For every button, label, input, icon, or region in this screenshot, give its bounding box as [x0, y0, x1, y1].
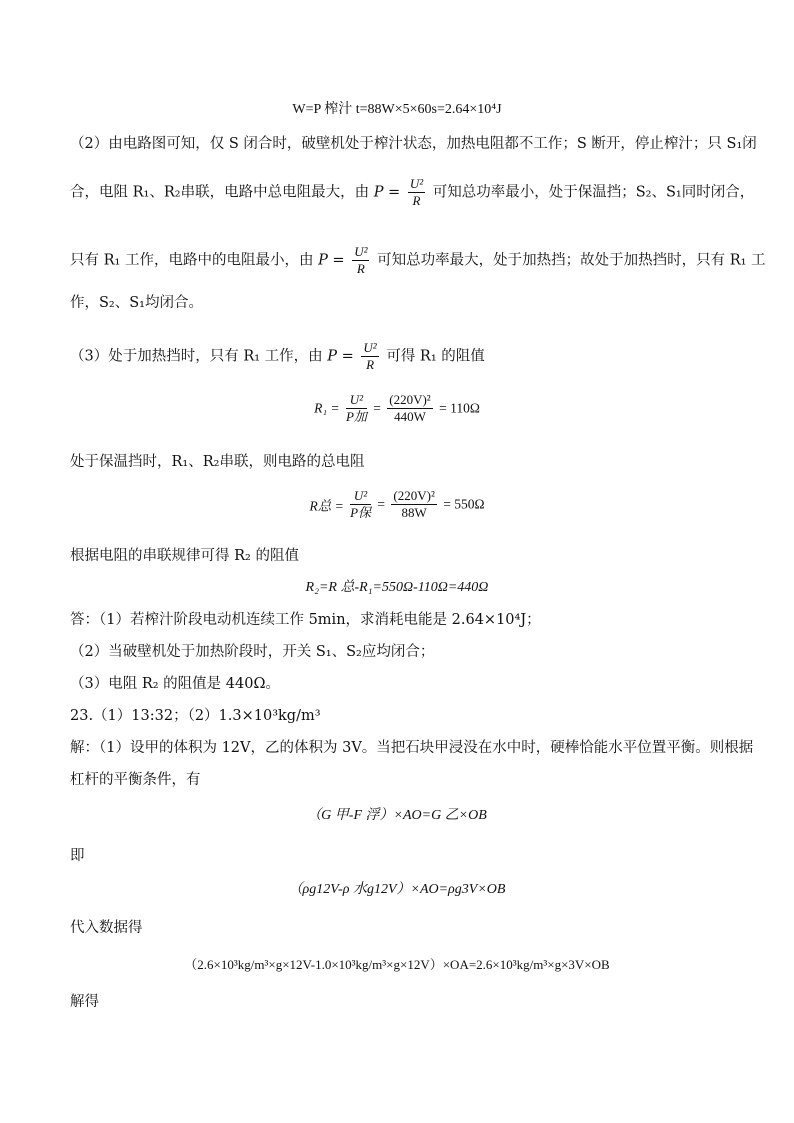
- text-span: 可知总功率最大，处于加热挡；故处于加热挡时，只有 R₁ 工: [377, 252, 766, 269]
- fraction-denominator: R: [356, 261, 365, 276]
- paragraph-line: 解得: [70, 994, 99, 1010]
- equation-result: = 110Ω: [439, 400, 480, 416]
- text-span: 合，电阻 R₁、R₂串联，电路中总电阻最大，由: [70, 184, 370, 201]
- text-span: 可知总功率最小，处于保温挡；S₂、S₁同时闭合，: [432, 184, 755, 201]
- equation-result: = 550Ω: [443, 496, 485, 512]
- fraction-denominator: P保: [350, 505, 372, 520]
- fraction-numerator: U²: [409, 176, 424, 191]
- fraction-numerator: (220V)²: [389, 392, 431, 407]
- fraction-numerator: U²: [350, 488, 371, 505]
- paragraph-line: 作，S₂、S₁均闭合。: [70, 295, 203, 311]
- power-formula-lhs: P =: [327, 348, 354, 365]
- power-formula-lhs: P =: [318, 252, 345, 269]
- fraction-denominator: P加: [345, 409, 367, 424]
- fraction-denominator: R: [366, 357, 375, 372]
- paragraph-line: [70, 244, 766, 277]
- r1-fraction-1: [346, 392, 367, 425]
- answer-line: 答：（1）若榨汁阶段电动机连续工作 5min，求消耗电能是 2.64×10⁴J；: [70, 612, 541, 628]
- paragraph-line: 代入数据得: [70, 920, 143, 936]
- equation-lhs: R总 =: [309, 498, 344, 514]
- r1-equation: [0, 392, 794, 425]
- equation-lhs: R₁ =: [314, 400, 340, 416]
- lever-equation-1: （G 甲-F 浮）×AO=G 乙×OB: [307, 808, 487, 823]
- answer-line: （2）当破壁机处于加热阶段时，开关 S₁、S₂应均闭合；: [70, 644, 435, 660]
- question-23-answer: 23.（1）13:32；（2）1.3×10³kg/m³: [70, 708, 321, 724]
- rz-fraction-1: [350, 488, 371, 521]
- lever-equation-2: （ρg12V-ρ 水g12V）×AO=ρg3V×OB: [288, 882, 506, 897]
- paragraph-line: 解：（1）设甲的体积为 12V，乙的体积为 3V。当把石块甲浸没在水中时，硬棒恰能水平位置平衡。则根据: [70, 740, 754, 756]
- fraction-denominator: 440W: [394, 409, 426, 424]
- paragraph-line: [70, 176, 755, 209]
- fraction-denominator: R: [412, 193, 421, 208]
- r2-formula: R₂=R 总-R₁=550Ω-110Ω=440Ω: [305, 580, 489, 595]
- fraction-numerator: U²: [363, 340, 377, 355]
- paragraph-line: 即: [70, 848, 85, 864]
- paragraph-line: （2）由电路图可知，仅 S 闭合时，破壁机处于榨汁状态，加热电阻都不工作；S 断开，停止榨汁；只 S₁闭: [70, 136, 757, 152]
- power-fraction: [352, 244, 369, 277]
- lever-equation-3: （2.6×10³kg/m³×g×12V-1.0×10³kg/m³×g×12V）×OA=2.6×10³kg/m³×g×3V×OB: [184, 957, 610, 972]
- energy-formula: W=P 榨汁 t=88W×5×60s=2.64×10⁴J: [292, 102, 502, 117]
- total-resistance-equation: [0, 488, 794, 521]
- paragraph-line: [70, 340, 730, 373]
- paragraph-line: 处于保温挡时，R₁、R₂串联，则电路的总电阻: [70, 454, 365, 470]
- equals-sign: =: [377, 496, 386, 512]
- equals-sign: =: [373, 400, 381, 416]
- text-span: （3）处于加热挡时，只有 R₁ 工作，由: [70, 348, 323, 365]
- paragraph-line: 杠杆的平衡条件，有: [70, 772, 201, 788]
- fraction-numerator: U²: [346, 392, 367, 409]
- rz-fraction-2: [391, 488, 436, 521]
- power-fraction: [408, 176, 425, 209]
- power-formula-lhs: P =: [373, 184, 401, 201]
- fraction-numerator: U²: [354, 244, 368, 259]
- text-span: 可得 R₁ 的阻值: [386, 348, 485, 365]
- answer-line: （3）电阻 R₂ 的阻值是 440Ω。: [70, 676, 280, 692]
- r1-fraction-2: [387, 392, 432, 425]
- paragraph-line: 根据电阻的串联规律可得 R₂ 的阻值: [70, 548, 299, 564]
- text-span: 只有 R₁ 工作，电路中的电阻最小，由: [70, 252, 314, 269]
- fraction-denominator: 88W: [401, 505, 427, 520]
- power-fraction: [361, 340, 378, 373]
- fraction-numerator: (220V)²: [393, 488, 435, 503]
